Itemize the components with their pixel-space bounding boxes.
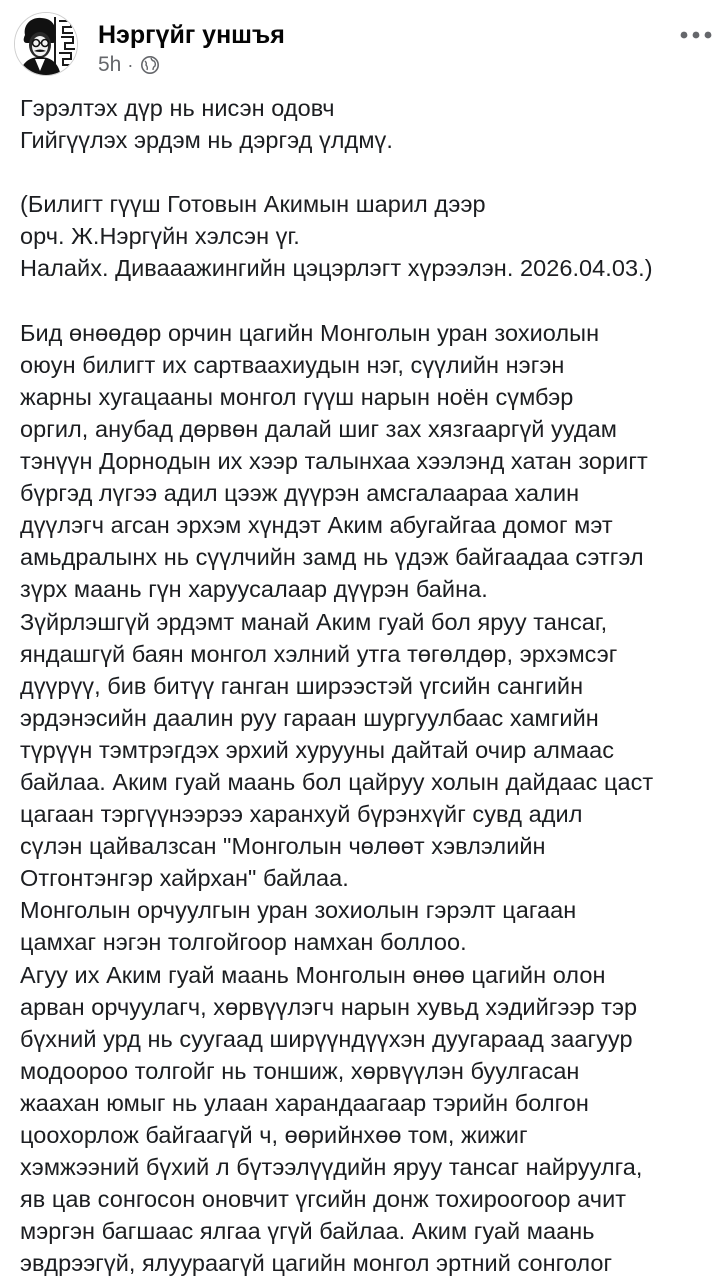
- post-text-line: Налайх. Дивааажингийн цэцэрлэгт хүрээлэн. 2026.04.03.): [20, 255, 653, 282]
- paragraph-gap: [20, 156, 720, 188]
- post-text-line: тэнүүн Дорнодын их хээр талынхаа хээлэнд хатан зоригт: [20, 448, 648, 475]
- post-text-line: бүхний урд нь суугаад ширүүндүүхэн дуугараад заагуур: [20, 1025, 633, 1052]
- post-text-line: мэргэн багшаас ялгаа үгүй байлаа. Аким гуай маань: [20, 1218, 595, 1245]
- author-avatar[interactable]: [14, 12, 78, 76]
- post-text-line: жарны хугацааны монгол гүүш нарын ноён сүмбэр: [20, 383, 574, 410]
- post-text-line: цамхаг нэгэн толгойгоор намхан боллоо.: [20, 929, 467, 956]
- post-text-line: Монголын орчуулгын уран зохиолын гэрэлт цагаан: [20, 897, 577, 924]
- post-text-line: дүүлэгч агсан эрхэм хүндэт Аким абугайгаа домог мэт: [20, 512, 613, 539]
- post-text-line: цагаан тэргүүнээрээ харанхуй бүрэнхүйг сувд адил: [20, 801, 583, 828]
- post-text-line: жаахан юмыг нь улаан харандаагаар тэрийн болгон: [20, 1089, 589, 1116]
- globe-icon[interactable]: [140, 55, 160, 75]
- post-text-line: оюун билигт их сартваахиудын нэг, сүүлийн нэгэн: [20, 351, 565, 378]
- post-text-line: байлаа. Аким гуай маань бол цайруу холын дайдаас цаст: [20, 768, 654, 795]
- more-options-button[interactable]: [676, 20, 716, 50]
- post-text-line: эвдрээгүй, ялуураагүй цагийн монгол эртний сонголог: [20, 1250, 613, 1277]
- author-name[interactable]: Нэргүйг уншъя: [98, 21, 285, 49]
- post-text-line: Зүйрлэшгүй эрдэмт манай Аким гуай бол яруу тансаг,: [20, 608, 608, 635]
- post-text-line: Гийгүүлэх эрдэм нь дэргэд үлдмү.: [20, 127, 393, 154]
- post-text-line: Бид өнөөдөр орчин цагийн Монголын уран зохиолын: [20, 319, 600, 346]
- post-text-line: зүрх маань гүн харуусалаар дүүрэн байна.: [20, 576, 488, 603]
- profile-portrait-avatar: [15, 13, 78, 76]
- post-text-line: хэмжээний бүхий л бүтээлүүдийн яруу тансаг найруулга,: [20, 1154, 643, 1181]
- post-text-line: модоороо толгойг нь тоншиж, хөрвүүлэн буулгасан: [20, 1057, 580, 1084]
- meta-separator: ·: [127, 54, 134, 75]
- post-text-line: сүлэн цайвалзсан "Монголын чөлөөт хэвлэлийн: [20, 833, 546, 860]
- post-text-line: Отгонтэнгэр хайрхан" байлаа.: [20, 865, 349, 892]
- post-text-line: яв цав сонгосон оновчит үгсийн донж тохироогоор ачит: [20, 1186, 627, 1213]
- post-text-line: орч. Ж.Нэргүйн хэлсэн үг.: [20, 223, 300, 250]
- more-horizontal-icon: [679, 31, 713, 39]
- post-text-line: дүүрүү, бив битүү ганган ширээстэй үгсийн сангийн: [20, 672, 584, 699]
- paragraph-gap: [20, 285, 720, 317]
- post-text-line: арван орчуулагч, хөрвүүлэгч нарын хувьд хэдийгээр тэр: [20, 993, 638, 1020]
- post-timestamp[interactable]: 5h: [98, 53, 122, 76]
- post-text: [20, 92, 720, 1279]
- post-meta: [98, 52, 160, 78]
- post-text-line: (Билигт гүүш Готовын Акимын шарил дээр: [20, 191, 486, 218]
- post-text-line: Гэрэлтэх дүр нь нисэн одовч: [20, 95, 335, 121]
- post-text-line: оргил, анубад дөрвөн далай шиг зах хязгааргүй уудам: [20, 415, 617, 442]
- post-header: [0, 0, 728, 90]
- post-text-line: эрдэнэсийн даалин руу гараан шургуулбаас хамгийн: [20, 704, 599, 731]
- post-text-line: цоохорлож байгаагүй ч, өөрийнхөө том, жижиг: [20, 1122, 528, 1148]
- post-text-line: түрүүн тэмтрэгдэх эрхий хурууны дайтай очир алмаас: [20, 736, 615, 763]
- post-text-line: яндашгүй баян монгол хэлний утга төгөлдөр, эрхэмсэг: [20, 640, 618, 667]
- post-text-line: бүргэд лүгээ адил цээж дүүрэн амсгалаараа халин: [20, 480, 580, 507]
- post-text-line: Агуу их Аким гуай маань Монголын өнөө цагийн олон: [20, 961, 606, 988]
- post-text-line: амьдралынх нь сүүлчийн замд нь үдэж байгаадаа сэтгэл: [20, 544, 644, 571]
